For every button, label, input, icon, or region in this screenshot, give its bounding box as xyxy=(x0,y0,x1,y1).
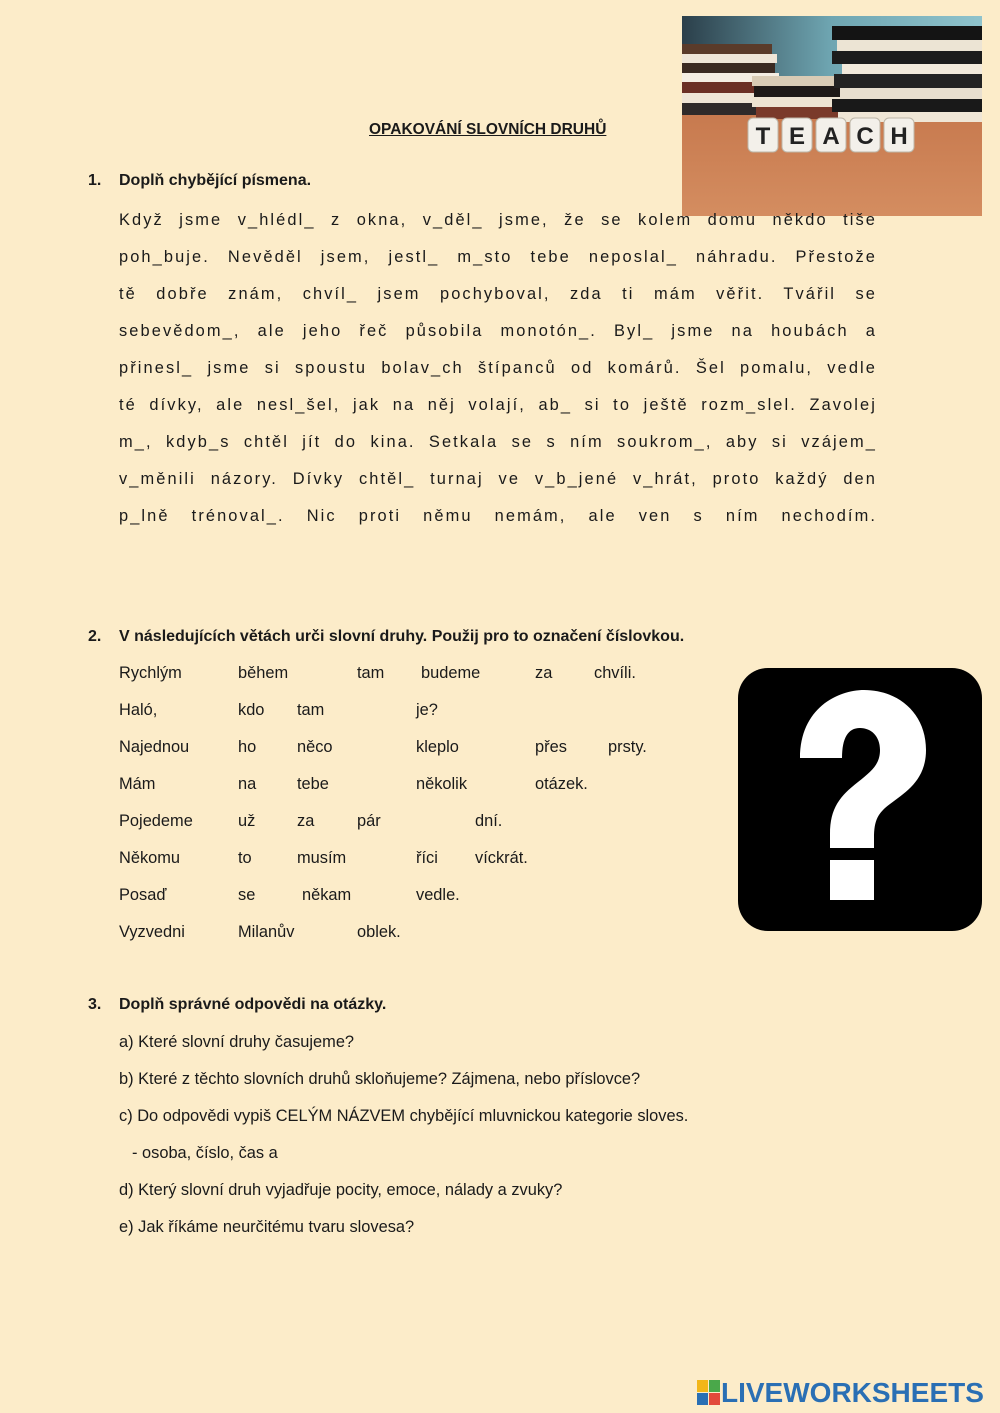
word: oblek. xyxy=(357,923,401,941)
word: na xyxy=(238,775,257,793)
die-letter-c: C xyxy=(856,123,874,150)
question-mark-icon xyxy=(738,668,982,931)
word: Najednou xyxy=(119,738,190,756)
word: Milanův xyxy=(238,923,295,941)
question-a: a) Které slovní druhy časujeme? xyxy=(119,1033,355,1051)
word: Rychlým xyxy=(119,664,182,682)
word: Pojedeme xyxy=(119,812,193,830)
task1-number: 1. xyxy=(88,172,102,189)
paragraph-line: poh_buje. Nevěděl jsem, jestl_ m_sto tebe neposlal_ náhradu. Přestože xyxy=(119,248,877,266)
word: musím xyxy=(297,849,347,867)
word: tebe xyxy=(297,775,329,793)
word: několik xyxy=(416,775,468,793)
word: Haló, xyxy=(119,701,158,719)
logo-text: LIVEWORKSHEETS xyxy=(721,1377,984,1408)
question-c-hint: - osoba, číslo, čas a xyxy=(132,1144,278,1162)
word: Někomu xyxy=(119,849,181,867)
word: Vyzvedni xyxy=(119,923,185,941)
task2-heading: V následujících větách urči slovní druhy. Použij pro to označení číslovkou. xyxy=(119,628,685,645)
word: kdo xyxy=(238,701,265,719)
paragraph-line: v_měnili názory. Dívky chtěl_ turnaj ve v_b_jené v_hrát, proto každý den xyxy=(119,470,877,488)
paragraph-line: přinesl_ jsme si spoustu bolav_ch štípanců od komárů. Šel pomalu, vedle xyxy=(119,359,877,377)
paragraph-line: m_, kdyb_s chtěl jít do kina. Setkala se s ním soukrom_, aby si vzájem_ xyxy=(119,433,877,451)
word: ho xyxy=(238,738,257,756)
paragraph-line: té dívky, ale nesl_šel, jak na něj volají, ab_ si to ještě rozm_slel. Zavolej xyxy=(119,396,877,414)
word: chvíli. xyxy=(594,664,636,682)
word: se xyxy=(238,886,256,904)
word: tam xyxy=(297,701,325,719)
word: kleplo xyxy=(416,738,459,756)
logo-badge-icon xyxy=(697,1380,721,1406)
word: říci xyxy=(416,849,438,867)
word: Posaď xyxy=(119,886,167,904)
die-letter-t: T xyxy=(755,123,771,150)
word: za xyxy=(535,664,553,682)
question-c: c) Do odpovědi vypiš CELÝM NÁZVEM chybějící mluvnickou kategorie sloves. xyxy=(119,1107,689,1125)
paragraph-line: p_lně trénoval_. Nic proti němu nemám, ale ven s ním nechodím. xyxy=(119,507,877,525)
word: otázek. xyxy=(535,775,588,793)
paragraph-line: tě dobře znám, chvíl_ jsem pochyboval, zda ti mám věřit. Tvářil se xyxy=(119,285,877,303)
paragraph-line: sebevědom_, ale jeho řeč působila monotón_. Byl_ jsme na houbách a xyxy=(119,322,877,340)
die-letter-a: A xyxy=(822,123,840,150)
word: víckrát. xyxy=(475,849,528,867)
die-letter-h: H xyxy=(890,123,908,150)
paragraph-line: Když jsme v_hlédl_ z okna, v_děl_ jsme, že se kolem domu někdo tiše xyxy=(119,211,877,229)
word: někam xyxy=(302,886,352,904)
word: pár xyxy=(357,812,381,830)
task3-heading: Doplň správné odpovědi na otázky. xyxy=(119,996,387,1013)
page-title: OPAKOVÁNÍ SLOVNÍCH DRUHŮ xyxy=(369,121,607,138)
liveworksheets-logo xyxy=(697,1376,984,1410)
word: vedle. xyxy=(416,886,460,904)
word: dní. xyxy=(475,812,503,830)
word: to xyxy=(238,849,252,867)
word: za xyxy=(297,812,315,830)
word: Mám xyxy=(119,775,156,793)
word: už xyxy=(238,812,256,830)
word: něco xyxy=(297,738,333,756)
word: je? xyxy=(416,701,438,719)
question-e: e) Jak říkáme neurčitému tvaru slovesa? xyxy=(119,1218,415,1236)
word: prsty. xyxy=(608,738,647,756)
question-d: d) Který slovní druh vyjadřuje pocity, emoce, nálady a zvuky? xyxy=(119,1181,563,1199)
teach-dice xyxy=(748,118,914,152)
word: tam xyxy=(357,664,385,682)
question-b: b) Které z těchto slovních druhů skloňujeme? Zájmena, nebo příslovce? xyxy=(119,1070,641,1088)
task1-heading: Doplň chybějící písmena. xyxy=(119,172,312,189)
word: budeme xyxy=(421,664,481,682)
task2-number: 2. xyxy=(88,628,102,645)
word: přes xyxy=(535,738,567,756)
task3-number: 3. xyxy=(88,996,102,1013)
die-letter-e: E xyxy=(788,123,806,150)
word: během xyxy=(238,664,289,682)
